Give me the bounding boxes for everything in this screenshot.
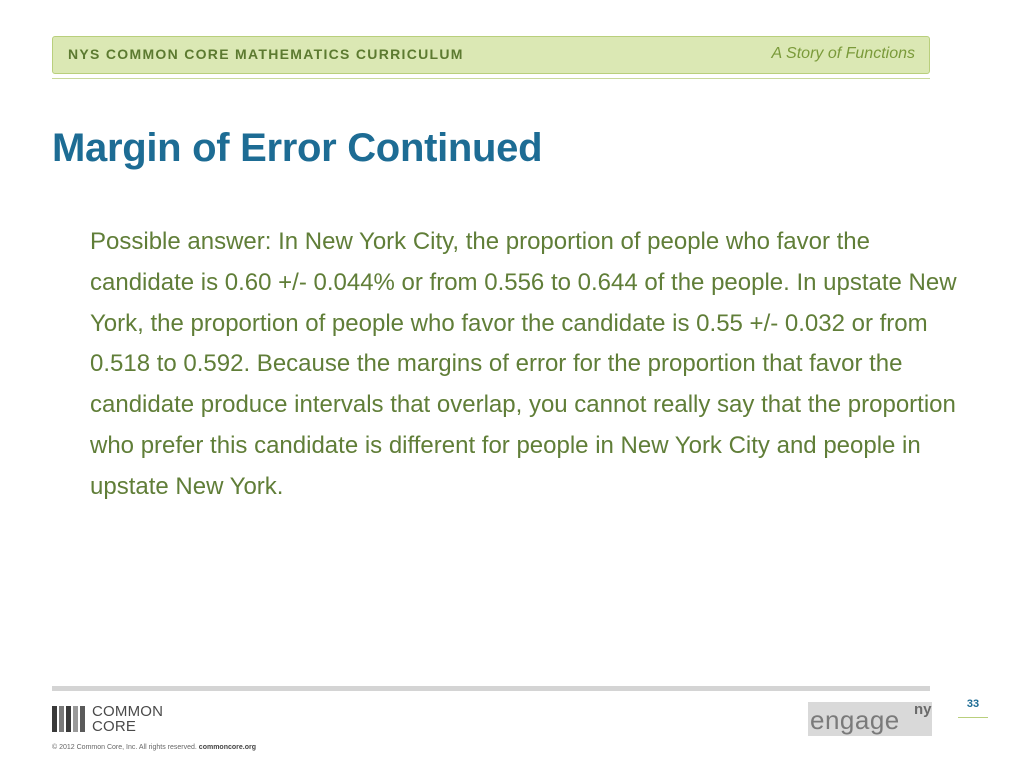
copyright-text: © 2012 Common Core, Inc. All rights reserved. <box>52 744 197 751</box>
engage-logo-text: engage <box>810 705 900 735</box>
curriculum-name: NYS COMMON CORE MATHEMATICS CURRICULUM <box>68 46 464 62</box>
common-core-bars-icon <box>52 706 86 732</box>
slide-body-text: Possible answer: In New York City, the proportion of people who favor the candidate is 0.60 +/- 0.044% or from 0.556 to 0.644 of the people. In upstate New York, the proportion of people who favor the candidate is 0.55 +/- 0.032 or from 0.518 to 0.592. Because the margins of error for the proportion that favor the candidate produce intervals that overlap, you cannot really say that the proportion who prefer this candidate is different for people in New York City and people in upstate New York. <box>90 228 957 500</box>
slide-title: Margin of Error Continued <box>52 126 543 170</box>
engage-logo-superscript: ny <box>914 701 932 718</box>
copyright-notice <box>52 744 256 751</box>
logo-text-core: CORE <box>92 718 137 735</box>
header-divider <box>52 78 930 79</box>
footer-divider <box>52 686 930 691</box>
module-name: A Story of Functions <box>771 45 915 62</box>
page-number: 33 <box>958 698 988 718</box>
common-core-logo <box>52 704 163 734</box>
engageny-logo <box>808 702 932 736</box>
copyright-link[interactable]: commoncore.org <box>198 744 256 751</box>
curriculum-header <box>52 36 930 74</box>
logo-text-common: COMMON <box>92 703 164 720</box>
